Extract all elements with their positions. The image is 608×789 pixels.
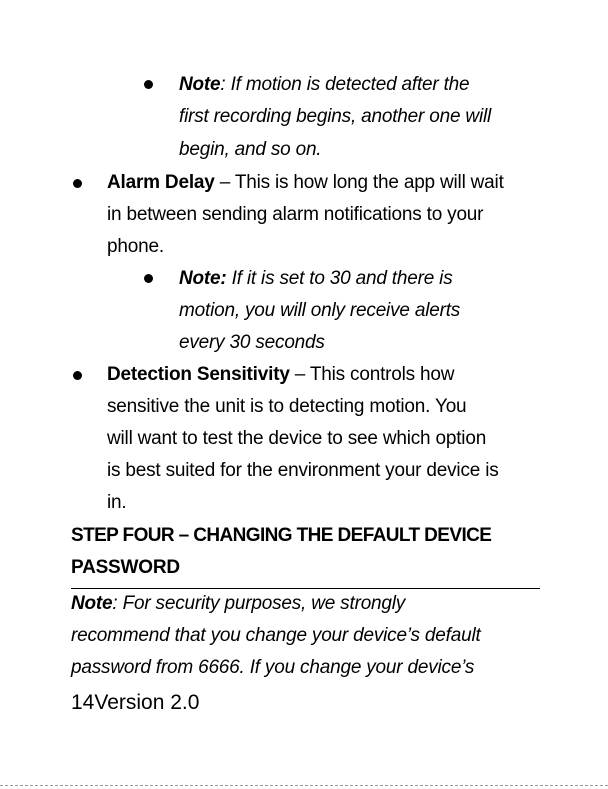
heading-divider — [71, 588, 540, 589]
note2-label: Note: — [179, 268, 227, 289]
alarm-delay-label: Alarm Delay — [107, 172, 215, 193]
sensitivity-line-2: sensitive the unit is to detecting motion. You — [107, 396, 467, 417]
bullet-icon — [144, 80, 153, 89]
sensitivity-line-4: is best suited for the environment your device is — [107, 460, 499, 481]
note-line-2: first recording begins, another one will — [179, 106, 492, 127]
bullet-icon — [73, 371, 82, 380]
alarm-delay-line-3: phone. — [107, 236, 164, 257]
note2-line-1: Note: If it is set to 30 and there is — [179, 268, 453, 289]
alarm-delay-line-1: Alarm Delay – This is how long the app will wait — [107, 172, 504, 193]
bullet-icon — [144, 274, 153, 283]
section-heading-line-1: STEP FOUR – CHANGING THE DEFAULT DEVICE — [71, 525, 492, 546]
page-number: 14 — [71, 691, 95, 714]
version-label: Version 2.0 — [94, 691, 200, 714]
note-line-3: begin, and so on. — [179, 139, 322, 160]
section-heading-line-2: PASSWORD — [71, 557, 180, 578]
sensitivity-line-3: will want to test the device to see which option — [107, 428, 487, 449]
page-bottom-border — [0, 785, 608, 786]
sensitivity-label: Detection Sensitivity — [107, 364, 290, 385]
bullet-icon — [73, 179, 82, 188]
sensitivity-line-1: Detection Sensitivity – This controls how — [107, 364, 455, 385]
password-note-line-3: password from 6666. If you change your device’s — [71, 657, 475, 678]
page-footer — [71, 690, 199, 716]
password-note-label: Note — [71, 593, 113, 614]
password-note-line-2: recommend that you change your device’s default — [71, 625, 481, 646]
note2-line-3: every 30 seconds — [179, 332, 325, 353]
note-label: Note — [179, 74, 221, 95]
sensitivity-line-5: in. — [107, 492, 127, 513]
alarm-delay-line-2: in between sending alarm notifications to your — [107, 204, 484, 225]
password-note-line-1: Note: For security purposes, we strongly — [71, 593, 406, 614]
note-line-1: Note: If motion is detected after the — [179, 74, 470, 95]
note2-line-2: motion, you will only receive alerts — [179, 300, 461, 321]
